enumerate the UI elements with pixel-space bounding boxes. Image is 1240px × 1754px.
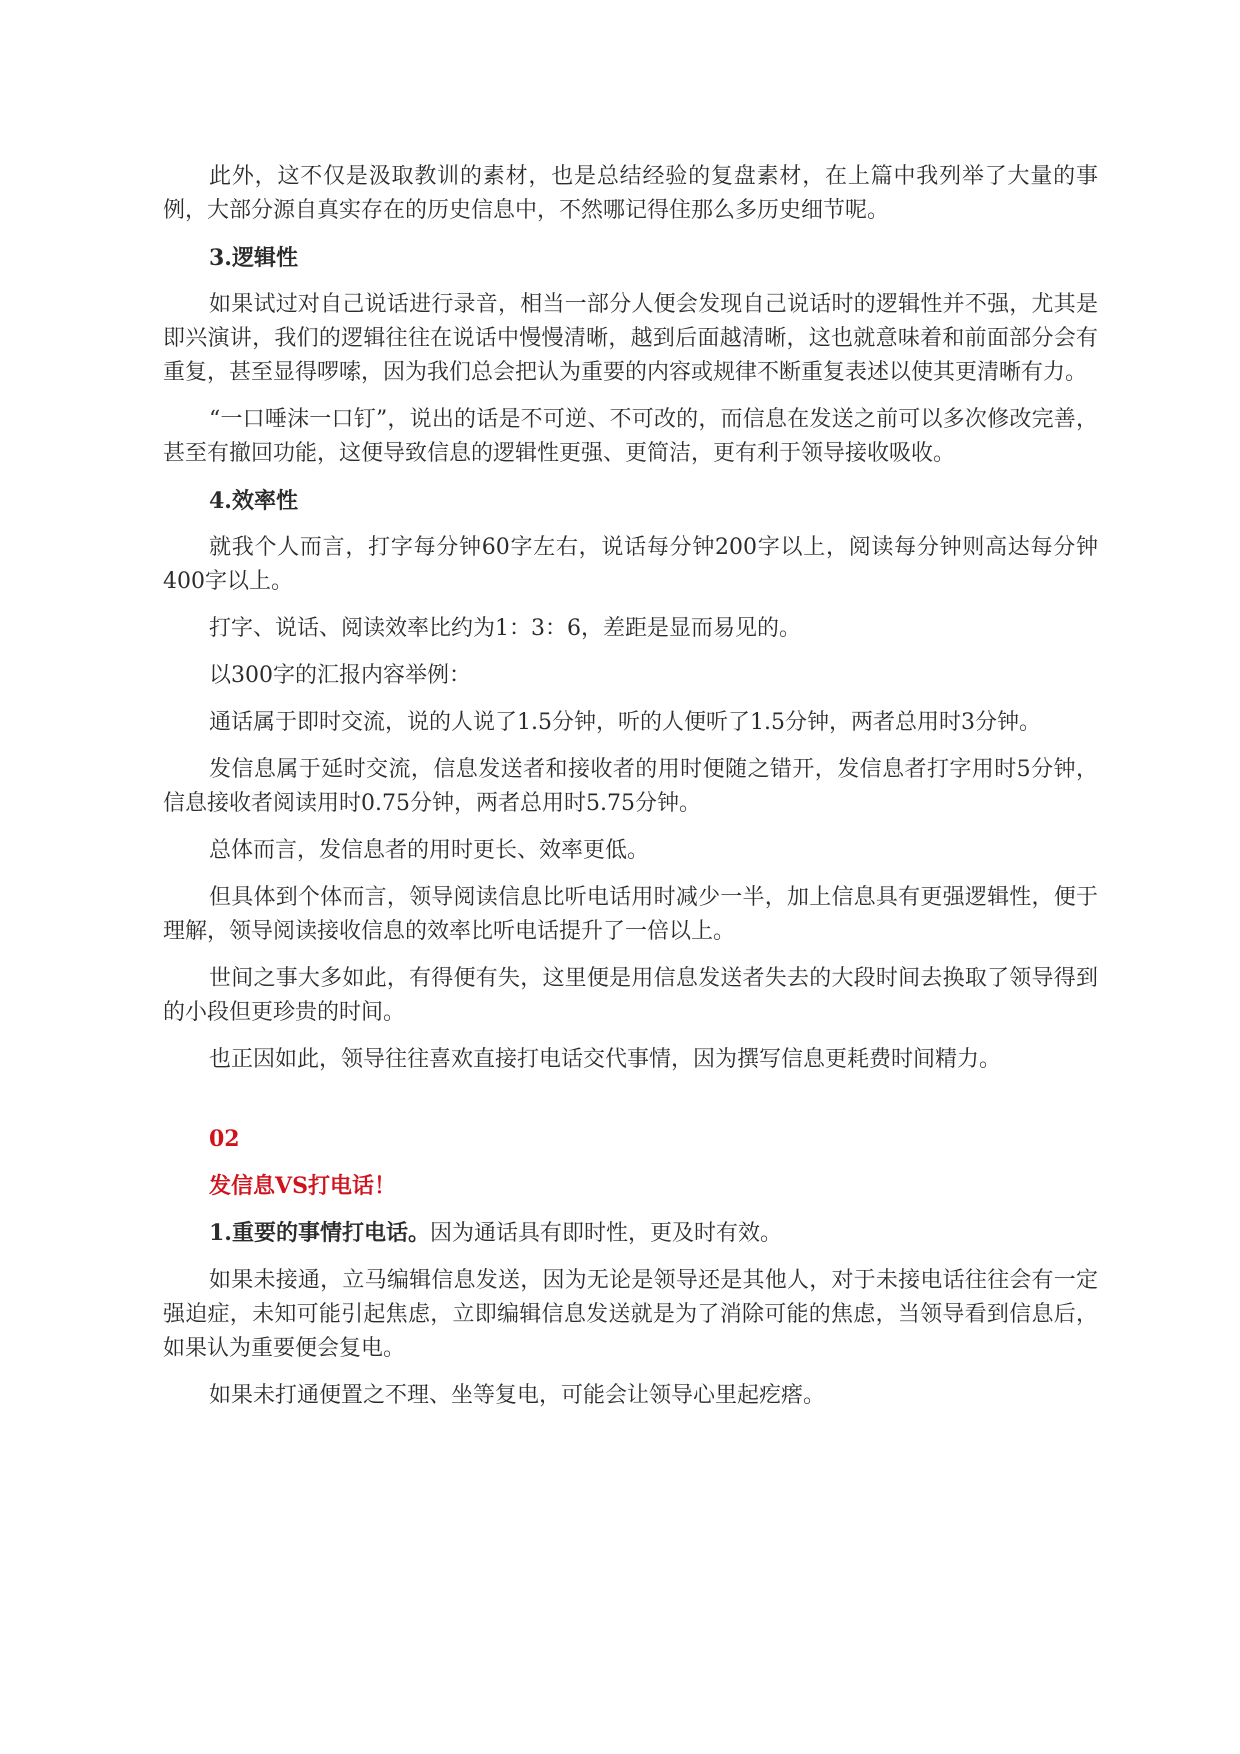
paragraph: 通话属于即时交流，说的人说了1.5分钟，听的人便听了1.5分钟，两者总用时3分钟。: [209, 710, 1041, 735]
section-number: 02: [209, 1126, 240, 1152]
paragraph: 就我个人而言，打字每分钟60字左右，说话每分钟200字以上，阅读每分钟则高达每分钟400字以上。: [163, 535, 1098, 594]
document-body: [163, 160, 1098, 1426]
point-text: 因为通话具有即时性，更及时有效。: [429, 1221, 782, 1246]
paragraph: [163, 1216, 1098, 1251]
paragraph: 打字、说话、阅读效率比约为1：3：6，差距是显而易见的。: [209, 616, 801, 641]
section-heading-logic: 3.逻辑性: [209, 245, 298, 271]
paragraph: “一口唾沫一口钉”，说出的话是不可逆、不可改的，而信息在发送之前可以多次修改完善，甚至有撤回功能，这便导致信息的逻辑性更强、更简洁，更有利于领导接收吸收。: [163, 407, 1098, 466]
section-title: 发信息VS打电话！: [209, 1173, 396, 1199]
paragraph: 但具体到个体而言，领导阅读信息比听电话用时减少一半，加上信息具有更强逻辑性，便于理解，领导阅读接收信息的效率比听电话提升了一倍以上。: [163, 885, 1098, 944]
section-heading-efficiency: 4.效率性: [209, 488, 298, 514]
paragraph: 以300字的汇报内容举例：: [209, 663, 471, 688]
point-lead: 1.重要的事情打电话。: [209, 1220, 430, 1246]
paragraph: 世间之事大多如此，有得便有失，这里便是用信息发送者失去的大段时间去换取了领导得到的小段但更珍贵的时间。: [163, 966, 1098, 1025]
paragraph: 发信息属于延时交流，信息发送者和接收者的用时便随之错开，发信息者打字用时5分钟，信息接收者阅读用时0.75分钟，两者总用时5.75分钟。: [163, 757, 1098, 816]
paragraph: 总体而言，发信息者的用时更长、效率更低。: [209, 838, 650, 863]
paragraph: 如果未打通便置之不理、坐等复电，可能会让领导心里起疙瘩。: [209, 1383, 826, 1408]
paragraph: 此外，这不仅是汲取教训的素材，也是总结经验的复盘素材，在上篇中我列举了大量的事例，大部分源自真实存在的历史信息中，不然哪记得住那么多历史细节呢。: [163, 164, 1098, 223]
section-spacer: [163, 1090, 1098, 1122]
paragraph: 也正因如此，领导往往喜欢直接打电话交代事情，因为撰写信息更耗费时间精力。: [209, 1047, 1002, 1072]
paragraph: 如果未接通，立马编辑信息发送，因为无论是领导还是其他人，对于未接电话往往会有一定强迫症，未知可能引起焦虑，立即编辑信息发送就是为了消除可能的焦虑，当领导看到信息后，如果认为重要便会复电。: [163, 1268, 1098, 1361]
paragraph: 如果试过对自己说话进行录音，相当一部分人便会发现自己说话时的逻辑性并不强，尤其是即兴演讲，我们的逻辑往往在说话中慢慢清晰，越到后面越清晰，这也就意味着和前面部分会有重复，甚至显得啰嗦，因为我们总会把认为重要的内容或规律不断重复表述以使其更清晰有力。: [163, 292, 1098, 385]
